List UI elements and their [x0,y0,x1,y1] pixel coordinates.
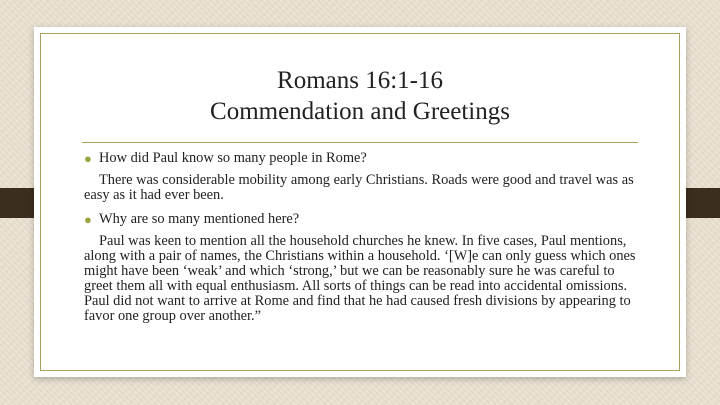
question-1-text: How did Paul know so many people in Rome? [99,150,367,166]
slide-body [84,151,644,333]
bullet-question-1 [84,151,644,166]
bullet-dot-icon: ● [84,151,92,166]
slide-title [34,65,686,127]
slide-title-line-2: Commendation and Greetings [210,98,510,125]
right-tab [680,188,720,218]
question-2-text: Why are so many mentioned here? [99,211,300,227]
answer-2-text: Paul was keen to mention all the household churches he knew. In five cases, Paul mentions, along with a pair of names, the Christians within a household. ‘[W]e can only guess which ones might have been ‘weak’ and which ‘strong,’ but we can be reasonably sure he was careful to greet them all with equal enthusiasm. All sorts of things can be read into accidental omissions. Paul did not want to arrive at Rome and find that he had caused fresh divisions by appearing to favor one group over another.” [84,233,636,324]
slide-card [34,27,686,377]
slide-title-line-1: Romans 16:1-16 [277,67,443,94]
answer-1-text: There was considerable mobility among early Christians. Roads were good and travel was as easy as it had ever been. [84,172,634,203]
bullet-question-2 [84,212,644,227]
title-divider [82,142,638,143]
bullet-dot-icon: ● [84,212,92,227]
